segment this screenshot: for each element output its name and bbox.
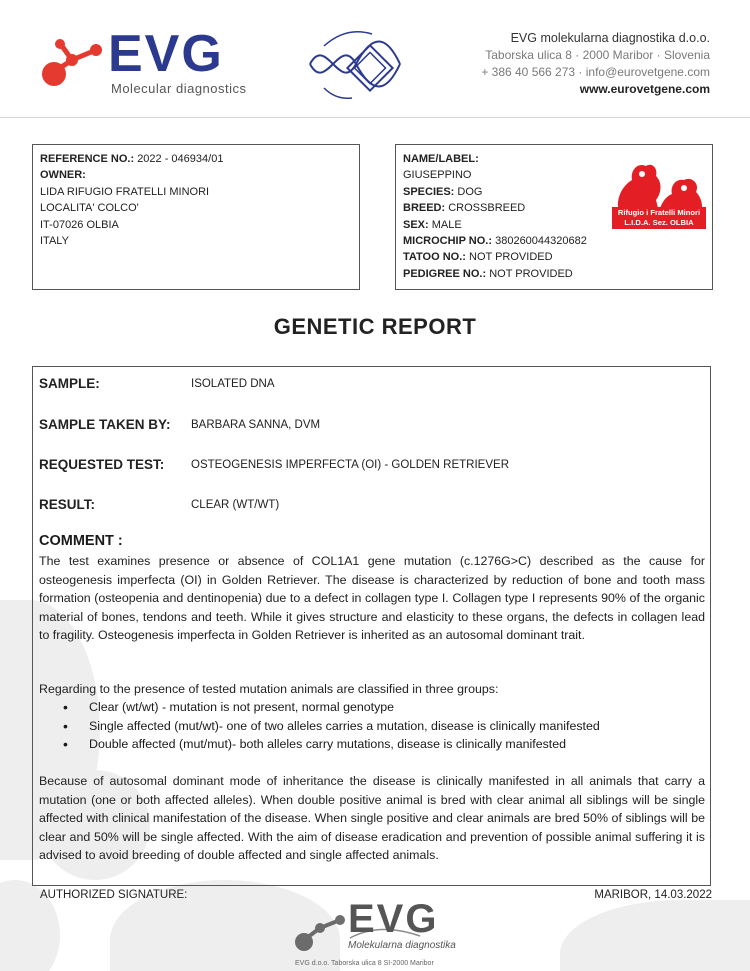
reference-label: REFERENCE NO.: <box>40 153 135 165</box>
pedigree-label: PEDIGREE NO.: <box>403 267 487 280</box>
background-shape <box>560 900 750 971</box>
vetid-gene-seal-icon <box>306 24 404 104</box>
tatoo-label: TATOO NO.: <box>403 251 466 264</box>
company-website: www.eurovetgene.com <box>579 82 710 96</box>
reference-row <box>40 151 359 167</box>
comment-paragraph: The test examines presence or absence of COL1A1 gene mutation (c.1276G>C) described as the cause for osteogenesis imperfecta (OI) in Golden Retriever. The disease is characterized by reduction of bone and tooth mass formation (osteopenia and dentinopenia) due to a defect in collagen type I. Collagen type I represents 90% of the organic material of bones, tendons and teeth. While it gives structure and elasticity to these organs, the defects in collagen lead to fragility. Osteogenesis imperfecta in Golden Retriever is inherited as an autosomal dominant trait. <box>39 554 705 642</box>
sex-label: SEX: <box>403 218 429 231</box>
list-item: • Double affected (mut/mut)- both alleles carry mutations, disease is clinically manifested <box>63 735 600 754</box>
report-body-box <box>32 366 711 886</box>
owner-line: IT-07026 OLBIA <box>40 218 119 231</box>
company-contact-block <box>481 30 710 98</box>
result-value: CLEAR (WT/WT) <box>191 499 280 511</box>
breed-value: CROSSBREED <box>448 202 526 215</box>
stamp-logo-text: EVG <box>348 897 439 941</box>
name-label: NAME/LABEL: <box>403 153 479 165</box>
evg-molecule-logo-icon <box>40 34 110 94</box>
company-address: Taborska ulica 8 · 2000 Maribor · Slovenia <box>485 48 710 62</box>
stamp-subtitle: Molekularna diagnostika <box>348 940 456 951</box>
stamp-address: EVG d.o.o. Taborska ulica 8 SI-2000 Maribor <box>295 960 434 967</box>
inheritance-paragraph: Because of autosomal dominant mode of inheritance the disease is clinically manifested in all animals that carry a mutation (one or both affected alleles). When double positive animal is bred with clear animal all siblings will be single affected with clinical manifestation of the disease. When single positive and clear animals are bred 50% of siblings will be clear and 50% will be single affected. With the aim of disease eradication and prevention of possible animal suffering it is advised to avoid breeding of double affected and single affected animals. <box>39 774 705 862</box>
classification-list <box>63 698 600 754</box>
species-value: DOG <box>457 185 483 198</box>
comment-heading: COMMENT : <box>39 533 123 549</box>
tatoo-value: NOT PROVIDED <box>469 251 553 264</box>
logo-subtitle: Molecular diagnostics <box>111 81 247 96</box>
sample-label: SAMPLE: <box>39 376 100 391</box>
requested-test-label: REQUESTED TEST: <box>39 457 165 472</box>
owner-line: LOCALITA' COLCO' <box>40 202 139 215</box>
owner-line: ITALY <box>40 235 69 248</box>
sex-value: MALE <box>431 218 462 231</box>
company-contact: + 386 40 566 273 · info@eurovetgene.com <box>481 65 710 79</box>
pedigree-value: NOT PROVIDED <box>489 267 573 280</box>
sample-value: ISOLATED DNA <box>191 378 275 390</box>
result-label: RESULT: <box>39 497 95 512</box>
list-item: • Clear (wt/wt) - mutation is not present, normal genotype <box>63 698 600 717</box>
authorized-signature-label: AUTHORIZED SIGNATURE: <box>40 889 188 901</box>
requested-test-value: OSTEOGENESIS IMPERFECTA (OI) - GOLDEN RETRIEVER <box>191 459 509 471</box>
owner-info-box <box>32 144 360 290</box>
microchip-value: 380260044320682 <box>495 235 587 248</box>
breed-label: BREED: <box>403 202 446 215</box>
microchip-label: MICROCHIP NO.: <box>403 235 493 248</box>
report-title: GENETIC REPORT <box>273 314 477 339</box>
place-date: MARIBOR, 14.03.2022 <box>594 889 712 901</box>
classification-intro: Regarding to the presence of tested mutation animals are classified in three groups: <box>39 682 499 696</box>
microchip-row <box>403 233 712 249</box>
sample-taken-value: BARBARA SANNA, DVM <box>191 419 321 431</box>
company-name: EVG molekularna diagnostika d.o.o. <box>510 31 710 45</box>
reference-value: 2022 - 046934/01 <box>137 153 224 165</box>
pedigree-row <box>403 266 712 282</box>
owner-line: LIDA RIFUGIO FRATELLI MINORI <box>40 185 210 198</box>
owner-label: OWNER: <box>40 169 86 182</box>
list-item: • Single affected (mut/wt)- one of two alleles carries a mutation, disease is clinically manifested <box>63 717 600 736</box>
species-label: SPECIES: <box>403 185 455 198</box>
lida-logo-caption: Rifugio i Fratelli Minori L.I.D.A. Sez. OLBIA <box>612 207 706 229</box>
letterhead <box>0 0 750 118</box>
tatoo-row <box>403 249 712 265</box>
name-value: GIUSEPPINO <box>403 169 472 182</box>
sample-taken-label: SAMPLE TAKEN BY: <box>39 417 171 432</box>
evg-logo-text: EVG <box>108 25 224 83</box>
